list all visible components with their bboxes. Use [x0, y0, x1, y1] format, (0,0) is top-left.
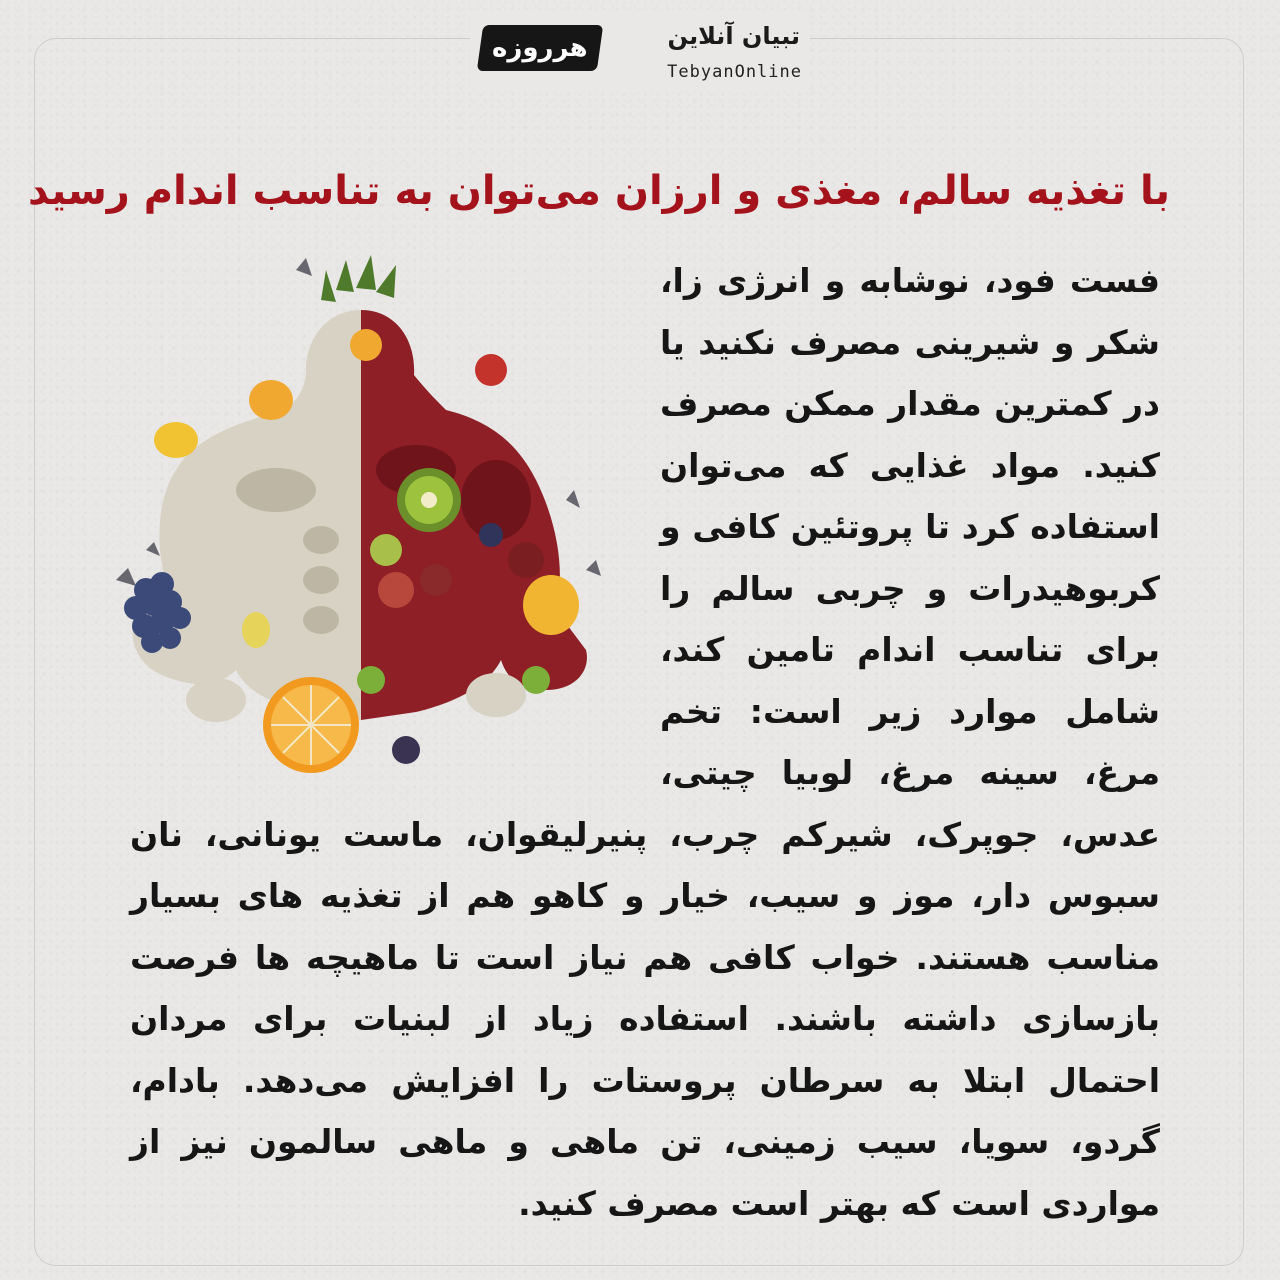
brand-name-fa: تبیان آنلاین [667, 22, 800, 50]
header-branding [470, 10, 810, 90]
body-text: فست فود، نوشابه و انرژی زا، شکر و شیرینی مصرف نکنید یا در کمترین مقدار ممکن مصرف کنید. مواد غذایی که می‌توان استفاده کرد تا پروتئین کافی و کربوهیدرات و چربی سالم را برای تناسب اندام تامین کند، شامل موارد زیر است: تخم مرغ، سینه مرغ، لوبیا چیتی، عدس، جوپرک، شیرکم چرب، پنیرلیقوان، ماست یونانی، نان سبوس دار، موز و سیب، خیار و کاهو هم از تغذیه های بسیار مناسب هستند. خواب کافی هم نیاز است تا ماهیچه ها فرصت بازسازی داشته باشند. استفاده زیاد از لبنیات برای مردان احتمال ابتلا به سرطان پروستات را افزایش می‌دهد. بادام، گردو، سویا، سیب زمینی، تن ماهی و ماهی سالمون نیز از مواردی است که بهتر است مصرف کنید. [130, 261, 1160, 1223]
harrooze-logo [477, 25, 603, 71]
body-paragraph [130, 250, 1160, 1234]
brand-name-en: TebyanOnline [667, 62, 802, 82]
logo-badge-text: هرروزه [492, 33, 588, 63]
page-title: با تغذیه سالم، مغذی و ارزان می‌توان به تناسب اندام رسید [28, 168, 1170, 214]
illustration-space [130, 250, 660, 785]
